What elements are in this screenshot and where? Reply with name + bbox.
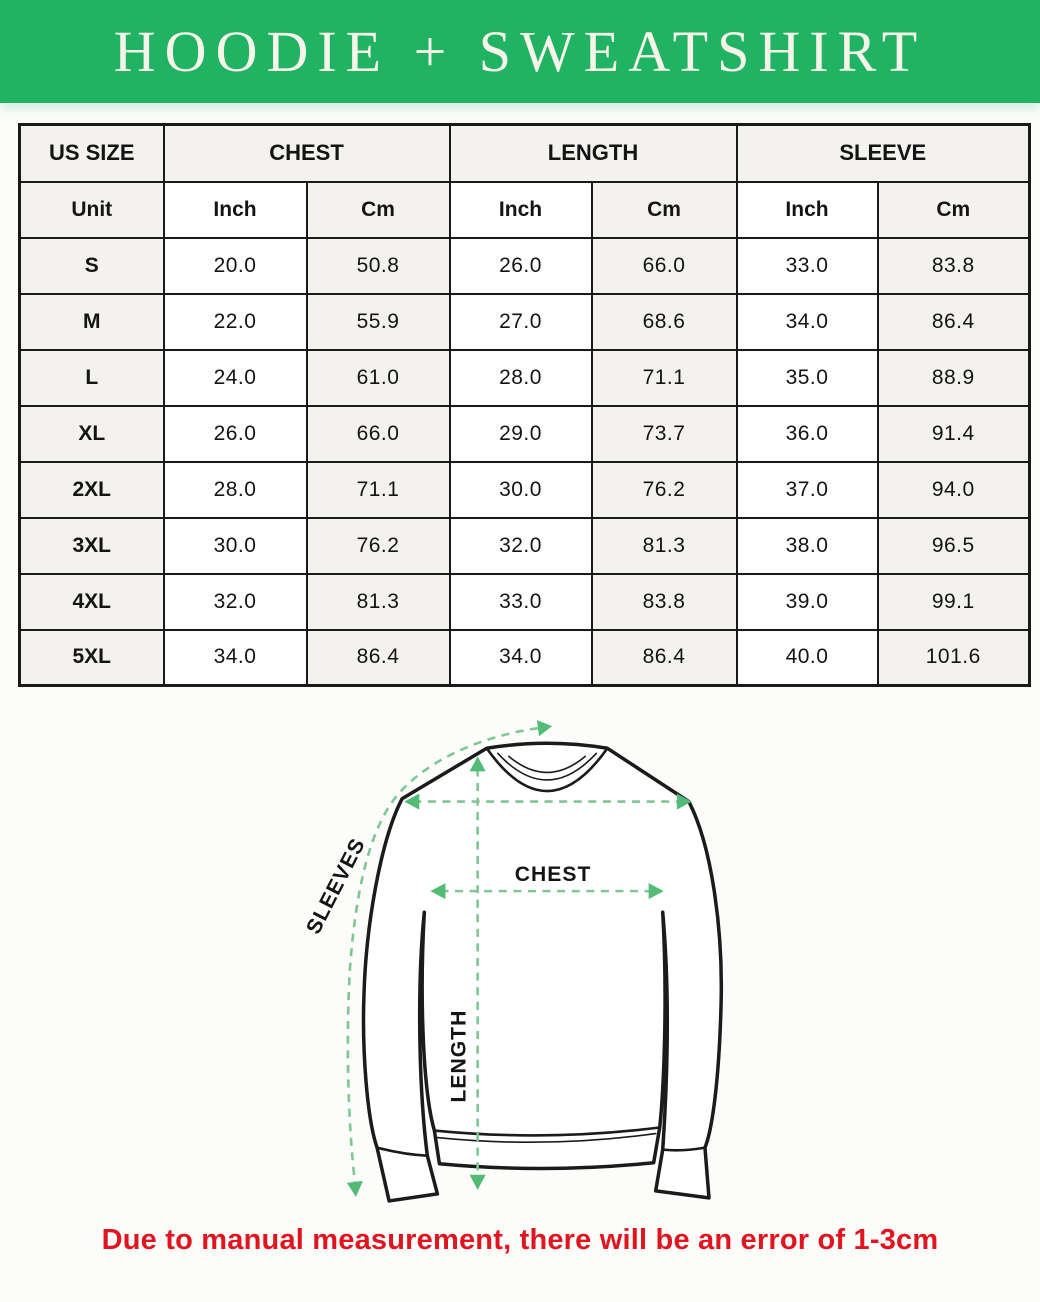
header-sleeve: SLEEVE — [737, 125, 1030, 182]
value-cell: 34.0 — [164, 630, 307, 686]
value-cell: 36.0 — [737, 406, 878, 462]
header-chest: CHEST — [164, 125, 450, 182]
value-cell: 73.7 — [592, 406, 737, 462]
value-cell: 99.1 — [878, 574, 1030, 630]
value-cell: 83.8 — [878, 238, 1030, 294]
value-cell: 86.4 — [592, 630, 737, 686]
value-cell: 71.1 — [592, 350, 737, 406]
table-row — [20, 518, 1030, 574]
table-group-header-row — [20, 125, 1030, 182]
value-cell: 26.0 — [450, 238, 592, 294]
sleeves-label: SLEEVES — [302, 834, 371, 938]
value-cell: 37.0 — [737, 462, 878, 518]
value-cell: 32.0 — [164, 574, 307, 630]
chest-label: CHEST — [514, 863, 592, 887]
header-length: LENGTH — [450, 125, 737, 182]
value-cell: 29.0 — [450, 406, 592, 462]
header-sleeve-cm: Cm — [878, 182, 1030, 238]
value-cell: 22.0 — [164, 294, 307, 350]
page-title: HOODIE + SWEATSHIRT — [113, 19, 927, 84]
table-row — [20, 406, 1030, 462]
size-table — [18, 123, 1031, 687]
title-banner — [0, 0, 1040, 103]
sweatshirt-illustration — [300, 698, 780, 1213]
table-row — [20, 294, 1030, 350]
value-cell: 66.0 — [307, 406, 450, 462]
table-unit-row — [20, 182, 1030, 238]
sleeve-arrow-down-icon — [347, 1181, 363, 1197]
value-cell: 86.4 — [307, 630, 450, 686]
value-cell: 35.0 — [737, 350, 878, 406]
value-cell: 86.4 — [878, 294, 1030, 350]
value-cell: 34.0 — [450, 630, 592, 686]
size-table-body — [20, 238, 1030, 686]
table-row — [20, 462, 1030, 518]
value-cell: 91.4 — [878, 406, 1030, 462]
size-cell: 4XL — [20, 574, 164, 630]
header-us-size: US SIZE — [20, 125, 164, 182]
header-length-inch: Inch — [450, 182, 592, 238]
size-cell: 3XL — [20, 518, 164, 574]
value-cell: 30.0 — [164, 518, 307, 574]
value-cell: 76.2 — [307, 518, 450, 574]
table-row — [20, 350, 1030, 406]
header-chest-cm: Cm — [307, 182, 450, 238]
value-cell: 66.0 — [592, 238, 737, 294]
length-arrow-down-icon — [470, 1175, 486, 1190]
value-cell: 101.6 — [878, 630, 1030, 686]
size-cell: 2XL — [20, 462, 164, 518]
value-cell: 88.9 — [878, 350, 1030, 406]
sweatshirt-outline — [364, 743, 722, 1201]
table-row — [20, 630, 1030, 686]
value-cell: 34.0 — [737, 294, 878, 350]
value-cell: 61.0 — [307, 350, 450, 406]
value-cell: 55.9 — [307, 294, 450, 350]
value-cell: 30.0 — [450, 462, 592, 518]
sleeve-arrow-top-icon — [537, 720, 552, 736]
size-cell: S — [20, 238, 164, 294]
length-label: LENGTH — [447, 1009, 471, 1103]
value-cell: 20.0 — [164, 238, 307, 294]
measurement-diagram — [300, 698, 780, 1213]
value-cell: 81.3 — [592, 518, 737, 574]
value-cell: 39.0 — [737, 574, 878, 630]
value-cell: 28.0 — [164, 462, 307, 518]
value-cell: 26.0 — [164, 406, 307, 462]
value-cell: 38.0 — [737, 518, 878, 574]
value-cell: 68.6 — [592, 294, 737, 350]
value-cell: 40.0 — [737, 630, 878, 686]
value-cell: 94.0 — [878, 462, 1030, 518]
value-cell: 24.0 — [164, 350, 307, 406]
table-row — [20, 238, 1030, 294]
value-cell: 76.2 — [592, 462, 737, 518]
measurement-disclaimer: Due to manual measurement, there will be an error of 1-3cm — [101, 1224, 939, 1256]
header-sleeve-inch: Inch — [737, 182, 878, 238]
size-cell: 5XL — [20, 630, 164, 686]
header-length-cm: Cm — [592, 182, 737, 238]
value-cell: 27.0 — [450, 294, 592, 350]
value-cell: 33.0 — [737, 238, 878, 294]
size-cell: L — [20, 350, 164, 406]
value-cell: 71.1 — [307, 462, 450, 518]
value-cell: 81.3 — [307, 574, 450, 630]
size-cell: XL — [20, 406, 164, 462]
value-cell: 50.8 — [307, 238, 450, 294]
value-cell: 28.0 — [450, 350, 592, 406]
header-unit: Unit — [20, 182, 164, 238]
value-cell: 33.0 — [450, 574, 592, 630]
header-chest-inch: Inch — [164, 182, 307, 238]
table-row — [20, 574, 1030, 630]
size-cell: M — [20, 294, 164, 350]
value-cell: 96.5 — [878, 518, 1030, 574]
value-cell: 83.8 — [592, 574, 737, 630]
value-cell: 32.0 — [450, 518, 592, 574]
